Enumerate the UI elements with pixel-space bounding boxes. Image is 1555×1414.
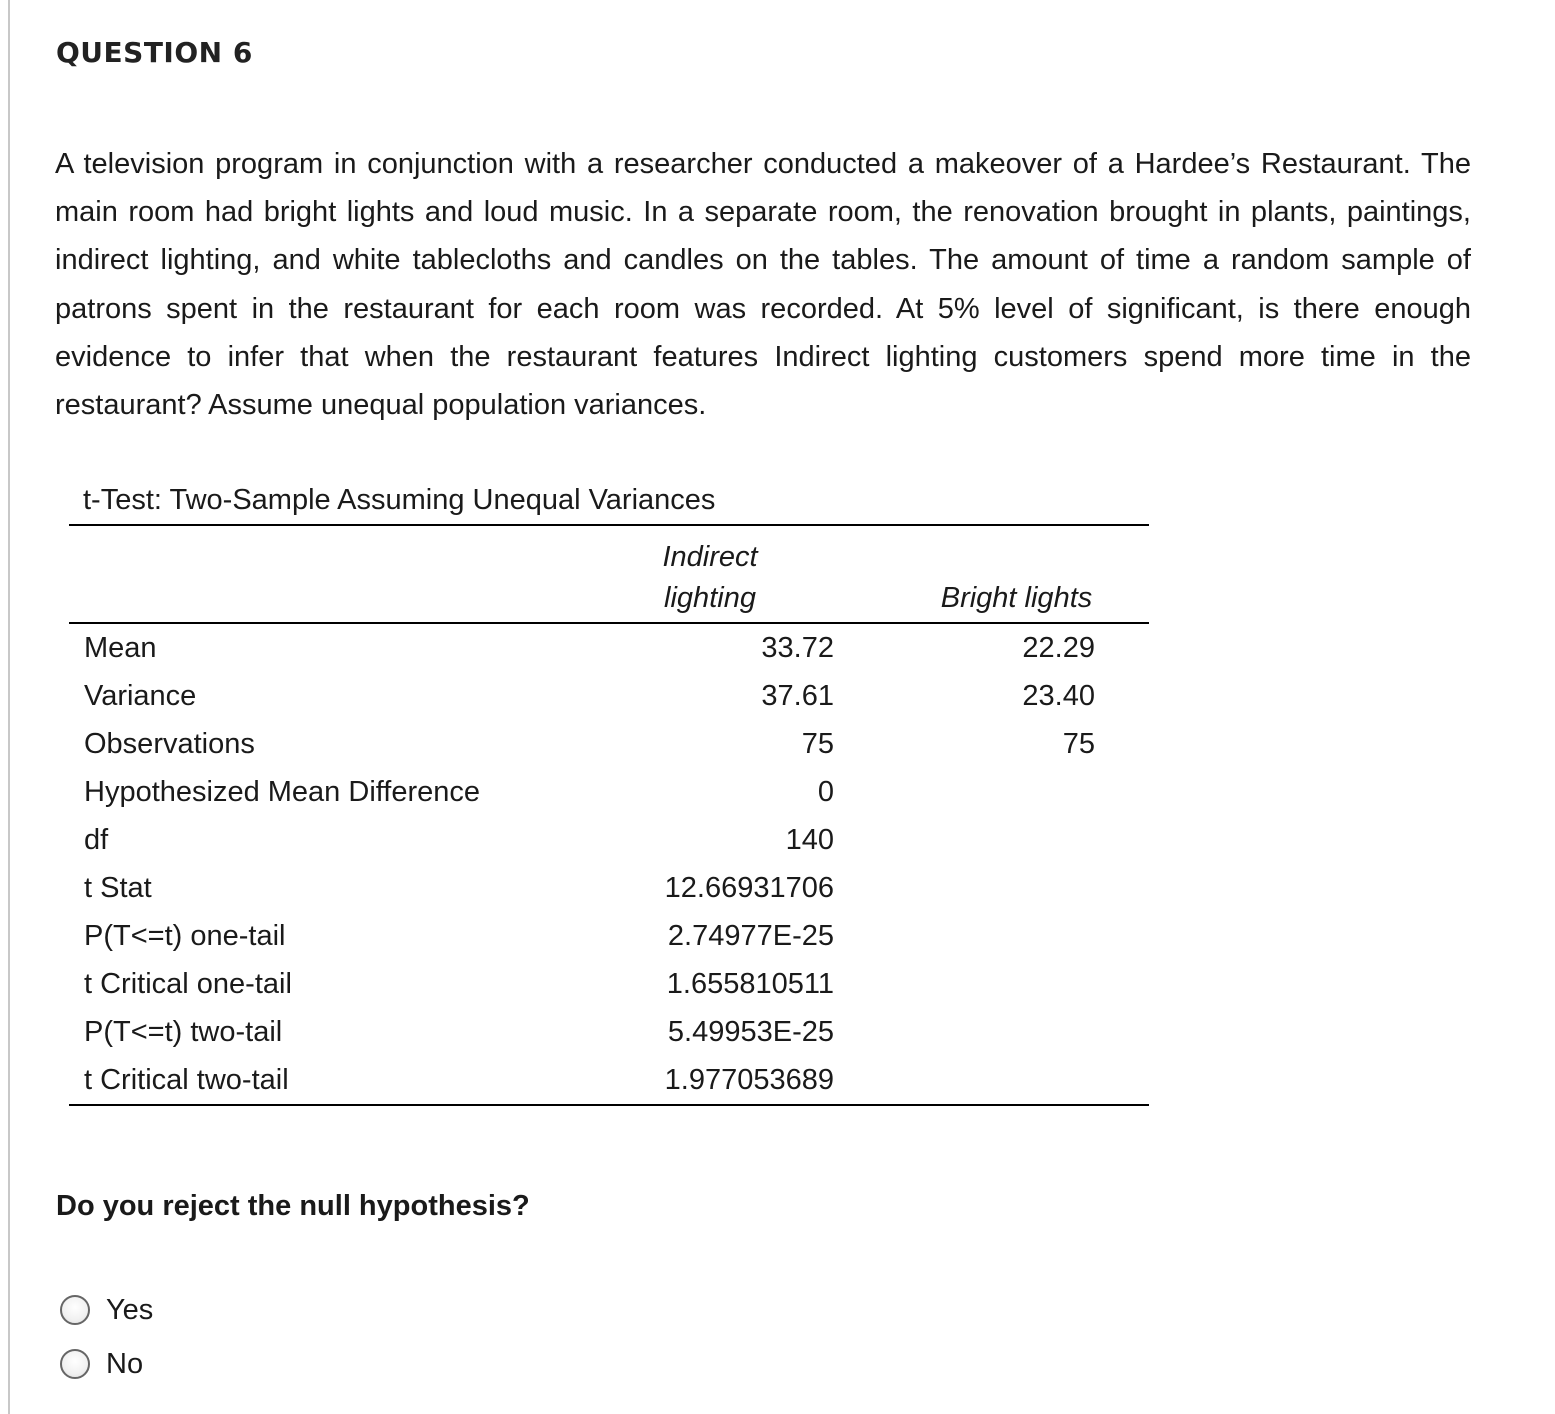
table-row: [69, 912, 1149, 960]
row-col1-value: 37.61: [761, 680, 834, 712]
header-empty-cell: [834, 526, 1149, 574]
col1-header-line2: lighting: [564, 574, 834, 623]
header-empty-cell: [69, 574, 564, 623]
row-label: Hypothesized Mean Difference: [84, 776, 481, 808]
row-col2-value: [834, 1056, 1149, 1105]
row-col2-value: 75: [1062, 728, 1095, 760]
row-col2-value: 23.40: [1022, 680, 1095, 712]
radio-button-no[interactable]: [60, 1349, 90, 1379]
row-label: Mean: [84, 632, 157, 664]
row-col1-value: 75: [801, 728, 834, 760]
answer-options: [60, 1283, 153, 1391]
table-row: [69, 816, 1149, 864]
row-label: P(T<=t) one-tail: [84, 920, 286, 952]
table-row: [69, 864, 1149, 912]
row-col2-value: 22.29: [1022, 632, 1095, 664]
table-row: [69, 768, 1149, 816]
row-col2-value: [834, 1008, 1149, 1056]
row-col1-value: 1.977053689: [564, 1056, 834, 1105]
row-label: df: [84, 824, 109, 856]
row-col1-value: 33.72: [761, 632, 834, 664]
row-label: t Stat: [84, 872, 152, 904]
row-col2-value: [834, 768, 1149, 816]
row-label: Observations: [84, 728, 255, 760]
row-col2-value: [834, 912, 1149, 960]
row-col1-value: 140: [785, 824, 834, 856]
row-col2-value: [834, 816, 1149, 864]
ttest-table: [69, 526, 1149, 1106]
row-col1-value: 2.74977E-25: [667, 920, 834, 952]
row-label: t Critical one-tail: [84, 968, 292, 1000]
ttest-title: t-Test: Two-Sample Assuming Unequal Variances: [69, 478, 1149, 526]
table-row: [69, 960, 1149, 1008]
reject-null-question: Do you reject the null hypothesis?: [56, 1190, 530, 1222]
row-label: Variance: [84, 680, 197, 712]
row-col1-value: 1.655810511: [666, 968, 834, 1000]
option-yes[interactable]: [60, 1283, 153, 1337]
col2-header: Bright lights: [834, 574, 1149, 623]
row-col1-value: 12.66931706: [664, 872, 834, 904]
question-title: QUESTION 6: [56, 36, 253, 69]
table-row: [69, 672, 1149, 720]
ttest-output-table: [69, 478, 1149, 1106]
col1-header-line1: Indirect: [662, 541, 758, 573]
table-row: [69, 1008, 1149, 1056]
row-label: t Critical two-tail: [69, 1056, 564, 1105]
row-col1-value: 5.49953E-25: [667, 1016, 834, 1048]
row-col2-value: [834, 960, 1149, 1008]
page-left-border: [8, 0, 10, 1414]
option-no[interactable]: [60, 1337, 153, 1391]
radio-button-yes[interactable]: [60, 1295, 90, 1325]
question-text: A television program in conjunction with a researcher conducted a makeover of a Hardee’s Restaurant. The main room had bright lights and loud music. In a separate room, the renovation brought in plants, paintings, indirect lighting, and white tablecloths and candles on the tables. The amount of time a random sample of patrons spent in the restaurant for each room was recorded. At 5% level of significant, is there enough evidence to infer that when the restaurant features Indirect lighting customers spend more time in the restaurant? Assume unequal population variances.: [55, 148, 1471, 422]
row-label: P(T<=t) two-tail: [84, 1016, 283, 1048]
header-empty-cell: [69, 526, 564, 574]
table-row: [69, 720, 1149, 768]
row-col1-value: 0: [817, 776, 834, 808]
row-col2-value: [834, 864, 1149, 912]
table-row: [69, 1056, 1149, 1105]
option-label-yes[interactable]: Yes: [106, 1293, 154, 1326]
option-label-no[interactable]: No: [106, 1347, 144, 1380]
table-row: [69, 623, 1149, 672]
